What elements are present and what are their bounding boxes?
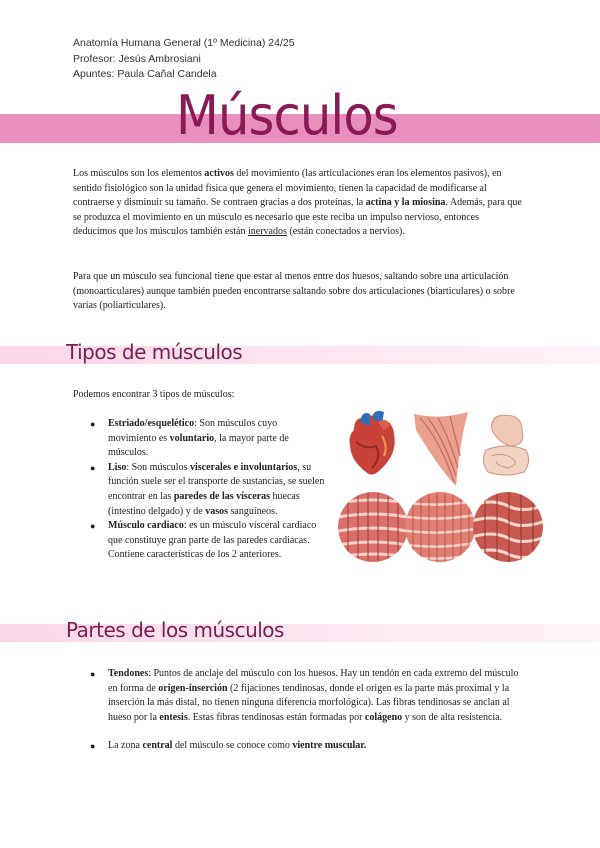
document-header [73, 36, 295, 83]
list-item-text: Estriado/esquelético: Son músculos cuyo movimiento es voluntario, la mayor parte de músculos. [108, 418, 289, 459]
professor-line: Profesor: Jesús Ambrosiani [73, 52, 201, 65]
bullet-icon: ● [90, 521, 96, 532]
list-item [90, 461, 326, 519]
intro-paragraph-1: Los músculos son los elementos activos del movimiento (las articulaciones eran los elementos pasivos), en sentido fisiológico son la unidad física que genera el movimiento, tienen la capacidad de modificarse al contraerse y disminuir su tamaño. Se contraen gracias a dos proteínas, la actina y la miosina. Además, para que se produzca el movimiento en un músculo es necesario que este reciba un impulso nervioso, entonces deducimos que los músculos también están inervados (están conectados a nervios). [73, 168, 522, 238]
muscle-types-list [90, 417, 326, 563]
skeletal-muscle-illustration-icon [410, 410, 472, 488]
list-item [90, 417, 326, 461]
bullet-icon: ● [90, 741, 96, 752]
intestine-illustration-icon [478, 412, 534, 478]
section-title-partes: Partes de los músculos [66, 618, 284, 642]
section-title-tipos: Tipos de músculos [66, 340, 243, 364]
list-item-text: Liso: Son músculos viscerales e involuntarios, su función suele ser el transporte de sustancias, se suelen encontrar en las paredes de las vísceras huecas (intestino delgado) y de vasos sanguíneos. [108, 461, 325, 517]
bullet-icon: ● [90, 462, 96, 473]
course-line: Anatomía Humana General (1º Medicina) 24/25 [73, 37, 295, 49]
list-item-text: Músculo cardiaco: es un músculo visceral cardiaco que constituye gran parte de las paredes cardiacas. Contiene características de los 2 anteriores. [108, 520, 317, 561]
bullet-icon: ● [90, 669, 96, 679]
smooth-tissue-disc-icon [405, 492, 475, 562]
list-item-text: Tendones: Puntos de anclaje del músculo con los huesos. Hay un tendón en cada extremo del músculo en forma de origen-inserción (2 fijaciones tendinosas, donde el origen es la parte más proximal y la inserción la más distal, no tienen ninguna diferencia morfológica). Las fibras tendinosas se anclan al hueso por la entesis. Estas fibras tendinosas están formadas por colágeno y son de alta resistencia. [108, 668, 519, 723]
heart-illustration-icon [342, 410, 404, 480]
cardiac-tissue-disc-icon [473, 492, 543, 562]
list-item [90, 739, 526, 754]
list-item [90, 667, 526, 725]
bullet-icon: ● [90, 419, 96, 429]
striated-tissue-disc-icon [338, 492, 408, 562]
list-item-text: La zona central del músculo se conoce como vientre muscular. [108, 740, 367, 752]
muscle-parts-list [90, 667, 526, 754]
intro-paragraph-2: Para que un músculo sea funcional tiene que estar al menos entre dos huesos, saltando sobre una articulación (monoarticulares) aunque también pueden encontrarse saltando sobre dos articulaciones (biarticulares) o sobre varias (poliarticulares). [73, 271, 515, 312]
section-tipos-lead: Podemos encontrar 3 tipos de músculos: [73, 389, 235, 400]
list-item [90, 519, 326, 563]
author-line: Apuntes: Paula Cañal Candela [73, 68, 217, 80]
page-title: Músculos [176, 84, 398, 147]
